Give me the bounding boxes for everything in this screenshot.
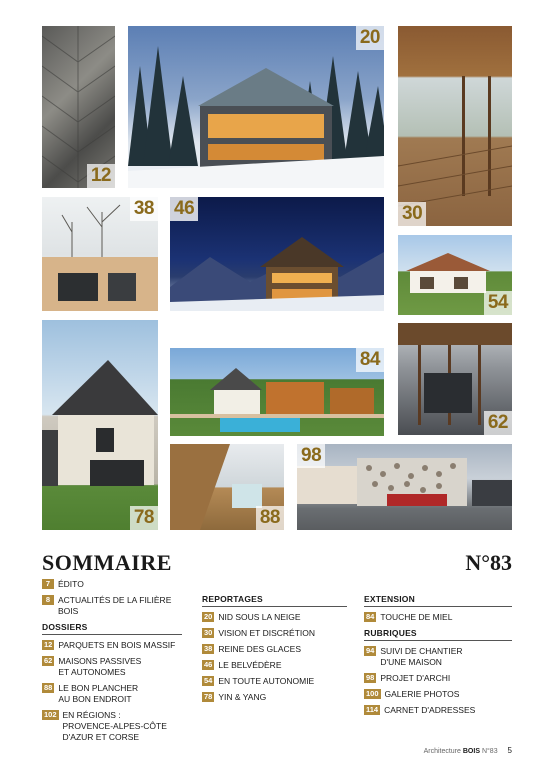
toc-page-badge: 12: [44, 640, 53, 649]
photo-autonomous-house: [398, 235, 512, 315]
toc-label: ÉDITO: [58, 579, 84, 589]
toc-entry[interactable]: [202, 612, 347, 623]
chalet-illustration: [128, 26, 384, 188]
toc-entry[interactable]: [364, 689, 512, 700]
photo-chalet-snow: [128, 26, 384, 188]
toc-page-badge: 20: [204, 612, 213, 621]
toc-entry[interactable]: [364, 705, 512, 716]
footer-issue: N°83: [481, 748, 498, 755]
toc-entry[interactable]: [202, 676, 347, 687]
photo-yin-yang-house: [42, 320, 158, 530]
toc-entry[interactable]: [202, 692, 347, 703]
toc-page-badge: 94: [366, 646, 375, 655]
toc-entry[interactable]: [42, 579, 182, 590]
page-number-78: 78: [130, 506, 158, 530]
toc-label: CARNET D'ADRESSES: [384, 705, 476, 715]
page-title: SOMMAIRE: [42, 550, 172, 575]
toc-page-badge: 38: [204, 644, 213, 653]
toc-entry[interactable]: [42, 710, 182, 743]
section-heading-reportages: REPORTAGES: [202, 594, 347, 607]
toc-page-badge: 100: [366, 689, 379, 698]
photo-passive-house: [398, 323, 512, 435]
toc-page-badge: 98: [366, 673, 375, 682]
toc-page-badge: 84: [366, 612, 375, 621]
toc-entry[interactable]: [364, 612, 512, 623]
toc-entry[interactable]: [364, 646, 512, 668]
photo-terrace: [398, 26, 512, 226]
toc-entry[interactable]: [202, 644, 347, 655]
toc-page-badge: 54: [204, 676, 213, 685]
photo-pool-extension: [170, 348, 384, 436]
toc-page-badge: 8: [42, 595, 54, 605]
photo-archi-project: [297, 444, 512, 530]
toc-column-2: [202, 594, 347, 708]
yin-yang-house-illustration: [42, 320, 158, 530]
page-number-12: 12: [87, 164, 115, 188]
toc-page-badge: 62: [44, 656, 53, 665]
toc-page-badge: 114: [366, 705, 379, 714]
photo-parquet: [42, 26, 115, 188]
toc-label: LE BELVÉDÈRE: [218, 660, 282, 670]
photo-interior-floor: [170, 444, 284, 530]
page-number-88: 88: [256, 506, 284, 530]
toc-label: PROJET D'ARCHI: [380, 673, 451, 683]
toc-column-1: [42, 579, 182, 748]
toc-label: GALERIE PHOTOS: [384, 689, 460, 699]
page-number-46: 46: [170, 197, 198, 221]
footer-magazine: Architecture: [423, 748, 461, 755]
belvedere-illustration: [170, 197, 384, 311]
page-number-30: 30: [398, 202, 426, 226]
toc-entry[interactable]: [42, 656, 182, 678]
issue-number: N°83: [465, 550, 512, 575]
page-number-54: 54: [484, 291, 512, 315]
toc-label: VISION ET DISCRÉTION: [218, 628, 316, 638]
toc-page-badge: 102: [44, 710, 57, 719]
page-number-38: 38: [130, 197, 158, 221]
toc-label: REINE DES GLACES: [218, 644, 302, 654]
page-number-20: 20: [356, 26, 384, 50]
toc-entry[interactable]: [42, 595, 182, 617]
toc-entry[interactable]: [42, 683, 182, 705]
section-heading-rubriques: RUBRIQUES: [364, 628, 512, 641]
photo-belvedere-night: [170, 197, 384, 311]
toc-entry[interactable]: [202, 660, 347, 671]
page-number-98: 98: [297, 444, 325, 468]
toc-label: SUIVI DE CHANTIER D'UNE MAISON: [380, 646, 463, 667]
toc-page-badge: 78: [204, 692, 213, 701]
toc-label: EN TOUTE AUTONOMIE: [218, 676, 315, 686]
toc-label: TOUCHE DE MIEL: [380, 612, 453, 622]
toc-entry[interactable]: [364, 673, 512, 684]
toc-column-3: [364, 594, 512, 721]
archi-project-illustration: [297, 444, 512, 530]
section-heading-extension: EXTENSION: [364, 594, 512, 607]
toc-label: EN RÉGIONS : PROVENCE-ALPES-CÔTE D'AZUR ET CORSE: [62, 710, 167, 742]
page-footer: [424, 746, 512, 755]
toc-page-badge: 30: [204, 628, 213, 637]
section-heading-dossiers: DOSSIERS: [42, 622, 182, 635]
photo-winter-house: [42, 197, 158, 311]
toc-label: NID SOUS LA NEIGE: [218, 612, 301, 622]
toc-label: LE BON PLANCHER AU BON ENDROIT: [58, 683, 139, 704]
pool-extension-illustration: [170, 348, 384, 436]
toc-label: YIN & YANG: [218, 692, 267, 702]
terrace-illustration: [398, 26, 512, 226]
toc-label: PARQUETS EN BOIS MASSIF: [58, 640, 176, 650]
footer-page-number: 5: [507, 746, 512, 755]
toc-page-badge: 7: [42, 579, 54, 589]
page-number-62: 62: [484, 411, 512, 435]
toc-label: MAISONS PASSIVES ET AUTONOMES: [58, 656, 142, 677]
toc-page-badge: 46: [204, 660, 213, 669]
page-number-84: 84: [356, 348, 384, 372]
footer-brand: BOIS: [462, 748, 480, 755]
toc-entry[interactable]: [202, 628, 347, 639]
toc-entry[interactable]: [42, 640, 182, 651]
toc-label: ACTUALITÉS DE LA FILIÈRE BOIS: [58, 595, 172, 616]
toc-page-badge: 88: [44, 683, 53, 692]
